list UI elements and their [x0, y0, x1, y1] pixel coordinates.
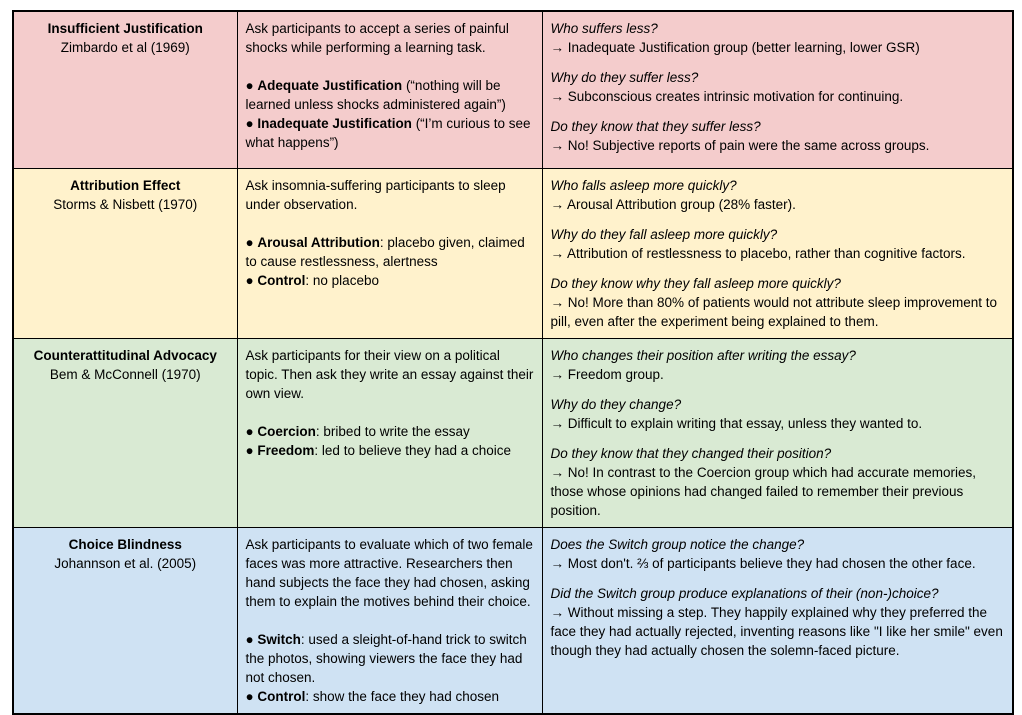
qa-pair [551, 68, 1005, 106]
study-citation: Zimbardo et al (1969) [60, 40, 190, 55]
table-row-counterattitudinal-advocacy [13, 338, 1013, 527]
bullet-item [246, 441, 534, 460]
method-intro: Ask participants to evaluate which of two female faces was more attractive. Researchers then hand subjects the face they had chosen, asking them to explain the motives behind their choice. [245, 536, 533, 609]
method-intro: Ask insomnia-suffering participants to sleep under observation. [245, 177, 506, 212]
qa-pair [551, 584, 1005, 660]
table-row-attribution-effect [13, 168, 1013, 338]
question: Why do they suffer less? [550, 70, 699, 85]
qa-pair [551, 117, 1005, 155]
bullet-marker: ● [245, 631, 258, 647]
bullet-text: : led to believe they had a choice [314, 442, 512, 458]
study-title: Attribution Effect [70, 177, 181, 193]
study-title: Choice Blindness [68, 536, 182, 552]
bullet-item [246, 630, 534, 687]
study-title: Counterattitudinal Advocacy [33, 347, 217, 363]
study-cell [13, 168, 237, 338]
bullet-term: Adequate Justification [257, 78, 403, 93]
method-cell [237, 527, 542, 714]
study-citation: Johannson et al. (2005) [54, 555, 197, 571]
answer: → Difficult to explain writing that essay, unless they wanted to. [550, 415, 923, 431]
question: Who changes their position after writing the essay? [550, 347, 856, 363]
question: Who suffers less? [550, 21, 658, 36]
answer: → Freedom group. [550, 366, 664, 382]
answer: → Without missing a step. They happily explained why they preferred the face they had actually rejected, inventing reasons like "I like her smile" even though they had actually chosen the solemn-faced picture. [550, 604, 1003, 658]
qa-pair [551, 225, 1005, 263]
findings-cell [542, 338, 1013, 527]
method-cell [237, 11, 542, 168]
bullet-item [246, 76, 534, 114]
qa-pair [551, 346, 1005, 384]
answer: → Most don't. ⅔ of participants believe they had chosen the other face. [550, 555, 976, 571]
bullet-marker: ● [245, 116, 258, 131]
question: Do they know that they suffer less? [550, 119, 761, 134]
answer: → Inadequate Justification group (better learning, lower GSR) [550, 40, 920, 55]
question: Why do they fall asleep more quickly? [550, 226, 778, 242]
bullet-marker: ● [245, 272, 258, 288]
question: Why do they change? [550, 396, 682, 412]
answer: → No! In contrast to the Coercion group which had accurate memories, those whose opinions had changed failed to remember their previous position. [550, 464, 976, 518]
method-cell [237, 338, 542, 527]
bullet-marker: ● [245, 423, 258, 439]
bullet-term: Freedom [257, 442, 315, 458]
question: Do they know that they changed their position? [550, 445, 832, 461]
qa-pair [551, 274, 1005, 331]
bullet-text: (“I’m curious to see what happens”) [245, 116, 531, 150]
bullet-item [246, 687, 534, 706]
bullet-marker: ● [245, 688, 258, 704]
findings-cell [542, 11, 1013, 168]
qa-pair [551, 444, 1005, 520]
bullet-item [246, 271, 534, 290]
bullet-term: Control [257, 272, 306, 288]
method-cell [237, 168, 542, 338]
bullet-text: : bribed to write the essay [315, 423, 470, 439]
bullet-term: Coercion [257, 423, 316, 439]
bullet-item [246, 422, 534, 441]
answer: → No! Subjective reports of pain were the same across groups. [550, 138, 930, 153]
findings-cell [542, 527, 1013, 714]
study-citation: Bem & McConnell (1970) [49, 366, 201, 382]
answer: → Arousal Attribution group (28% faster). [550, 196, 796, 212]
question: Do they know why they fall asleep more quickly? [550, 275, 841, 291]
qa-pair [551, 395, 1005, 433]
method-intro: Ask participants to accept a series of painful shocks while performing a learning task. [245, 21, 509, 55]
bullet-marker: ● [245, 234, 258, 250]
question: Who falls asleep more quickly? [550, 177, 737, 193]
bullet-marker: ● [245, 78, 258, 93]
bullet-item [246, 233, 534, 271]
qa-pair [551, 19, 1005, 57]
table-row-choice-blindness [13, 527, 1013, 714]
question: Did the Switch group produce explanations of their (non-)choice? [550, 585, 939, 601]
answer: → Subconscious creates intrinsic motivation for continuing. [550, 89, 904, 104]
study-cell [13, 11, 237, 168]
bullet-item [246, 114, 534, 152]
study-title: Insufficient Justification [47, 21, 203, 36]
answer: → No! More than 80% of patients would not attribute sleep improvement to pill, even after the experiment being explained to them. [550, 294, 997, 329]
findings-cell [542, 168, 1013, 338]
study-cell [13, 338, 237, 527]
bullet-marker: ● [245, 442, 258, 458]
bullet-text: (“nothing will be learned unless shocks administered again”) [245, 78, 506, 112]
bullet-text: : no placebo [305, 272, 379, 288]
qa-pair [551, 176, 1005, 214]
bullet-term: Control [257, 688, 306, 704]
bullet-term: Inadequate Justification [257, 116, 412, 131]
bullet-term: Arousal Attribution [257, 234, 380, 250]
bullet-text: : used a sleight-of-hand trick to switch the photos, showing viewers the face they had not chosen. [245, 631, 527, 685]
study-cell [13, 527, 237, 714]
study-citation: Storms & Nisbett (1970) [53, 196, 198, 212]
qa-pair [551, 535, 1005, 573]
studies-table [12, 10, 1014, 715]
question: Does the Switch group notice the change? [550, 536, 805, 552]
bullet-text: : show the face they had chosen [305, 688, 500, 704]
answer: → Attribution of restlessness to placebo, rather than cognitive factors. [550, 245, 966, 261]
bullet-term: Switch [257, 631, 301, 647]
bullet-text: : placebo given, claimed to cause restlessness, alertness [245, 234, 525, 269]
table-row-insufficient-justification [13, 11, 1013, 168]
method-intro: Ask participants for their view on a political topic. Then ask they write an essay against their own view. [245, 347, 534, 401]
